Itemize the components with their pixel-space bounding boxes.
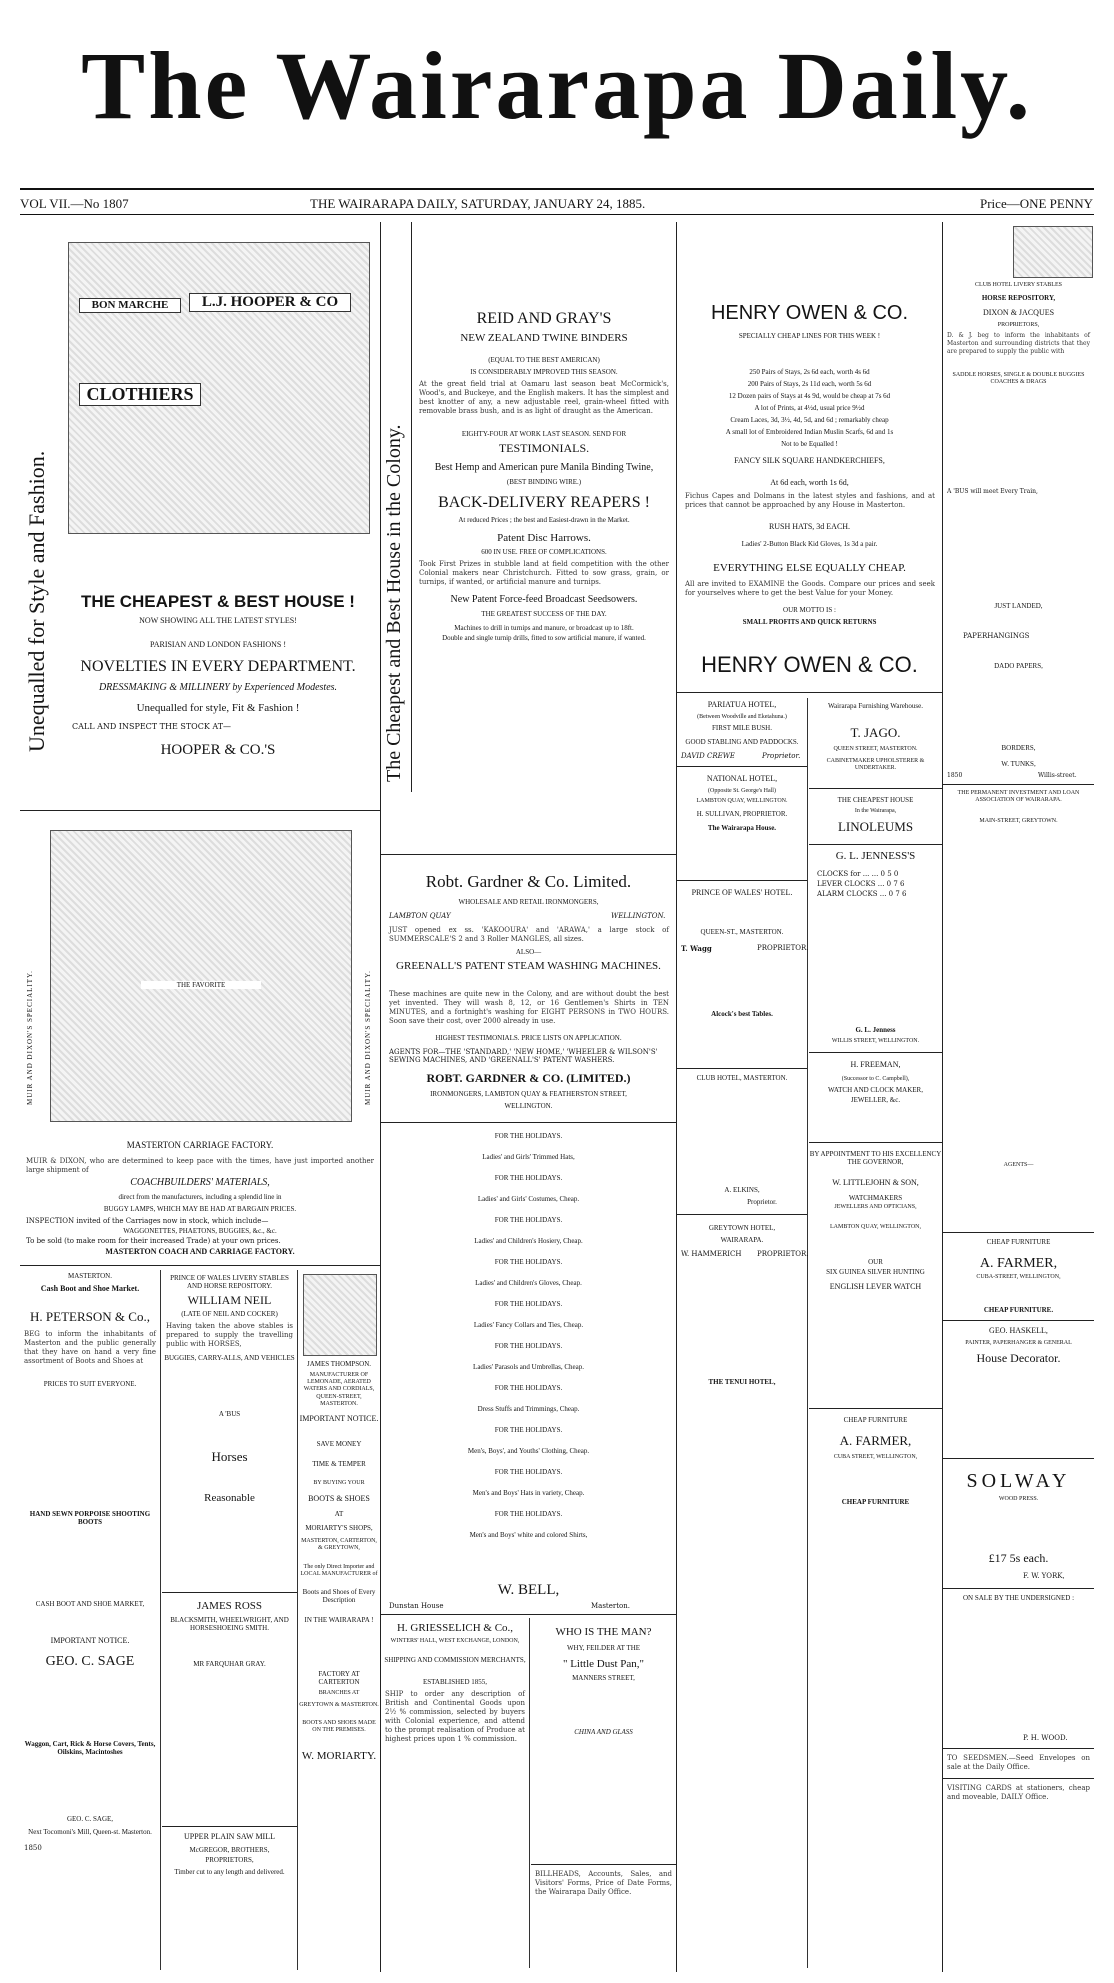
- moriarty-factory: FACTORY AT CARTERTON: [318, 1670, 360, 1687]
- section-rule: [943, 1320, 1094, 1321]
- boots-shoes: BOOTS & SHOES: [308, 1494, 370, 1503]
- holidays-heading: FOR THE HOLIDAYS.: [494, 1510, 563, 1518]
- agents-4: AGENTS—: [1003, 1162, 1034, 1168]
- house-decorator: House Decorator.: [976, 1351, 1061, 1365]
- pariatua-sub: (Between Woodville and Eketahuna.): [697, 714, 787, 720]
- muslin: A small lot of Embroidered Indian Muslin Scarfs, 6d and 1s: [725, 428, 894, 436]
- column-3: [677, 222, 942, 1972]
- masthead-rule-bottom: [20, 214, 1094, 215]
- greenall-text: These machines are quite new in the Colony, and are without doubt the best yet invented. They will wash 8, 12, or 16 Gentlemen's Shirts in TEN MINUTES, and a fortnight's washing for EIGHT PERSONS in TWO HOURS. Soon save their cost, over 2000 already in use.: [389, 990, 669, 1026]
- owen-name: HENRY OWEN & CO.: [710, 302, 909, 324]
- section-rule: [809, 1408, 942, 1409]
- dixon-jacques: DIXON & JACQUES: [982, 308, 1055, 317]
- peterson-cash: CASH BOOT AND SHOE MARKET,: [35, 1600, 145, 1608]
- section-rule: [943, 1232, 1094, 1233]
- visiting-cards: VISITING CARDS at stationers, cheap and moveable, DAILY Office.: [947, 1784, 1090, 1802]
- coach-direct: direct from the manufacturers, including a splendid line in: [118, 1193, 282, 1201]
- sullivan: H. SULLIVAN, PROPRIETOR.: [696, 810, 788, 818]
- time-temper: TIME & TEMPER: [312, 1460, 366, 1468]
- moriarty-branches: BRANCHES AT: [318, 1690, 360, 1696]
- wellington2: WELLINGTON.: [504, 1102, 553, 1110]
- little-dust-pan: " Little Dust Pan,": [562, 1658, 645, 1670]
- hooper-unequalled: Unequalled for style, Fit & Fashion !: [136, 702, 300, 714]
- moriarty-boots: Boots and Shoes of Every Description: [302, 1588, 376, 1605]
- section-rule: [943, 1458, 1094, 1459]
- peterson-name: H. PETERSON & Co.,: [30, 1309, 150, 1324]
- feilder-ad: [531, 1618, 676, 1968]
- sage-name: GEO. C. SAGE: [45, 1654, 135, 1669]
- hooper-sub1: NOW SHOWING ALL THE LATEST STYLES!: [139, 616, 297, 625]
- clocks: CLOCKS for ... ... 0 5 0: [817, 870, 899, 878]
- jago-cabinet: CABINETMAKER UPHOLSTERER & UNDERTAKER.: [826, 758, 925, 771]
- china-glass: CHINA AND GLASS: [574, 1728, 633, 1736]
- newspaper-title: The Wairarapa Daily.: [81, 32, 1033, 139]
- binding-wire: (BEST BINDING WIRE.): [506, 478, 582, 486]
- national-hotel: NATIONAL HOTEL,: [706, 774, 778, 783]
- peterson-prices: PRICES TO SUIT EVERYONE.: [43, 1380, 137, 1388]
- reduced: At reduced Prices ; the best and Easiest-drawn in the Market.: [458, 516, 630, 524]
- moriarty-in: IN THE WAIRARAPA !: [304, 1616, 374, 1624]
- at: AT: [334, 1510, 344, 1518]
- equal: (EQUAL TO THE BEST AMERICAN): [488, 356, 600, 364]
- stays1: 250 Pairs of Stays, 2s 6d each, worth 4s 6d: [749, 368, 870, 376]
- york: F. W. YORK,: [1023, 1572, 1065, 1580]
- important-notice: IMPORTANT NOTICE.: [50, 1636, 130, 1645]
- reid-name: REID AND GRAY'S: [476, 310, 612, 327]
- holidays-heading: FOR THE HOLIDAYS.: [494, 1174, 563, 1182]
- national-sub: (Opposite St. George's Hall): [708, 788, 776, 794]
- gries-estab: ESTABLISHED 1855,: [423, 1678, 487, 1686]
- fichus: Fichus Capes and Dolmans in the latest styles and fashions, and at prices that cannot be approached by any House in Masterton.: [685, 492, 935, 510]
- section-rule: [381, 1122, 676, 1123]
- freeman: H. FREEMAN,: [850, 1060, 901, 1069]
- hooper-sub2: PARISIAN AND LONDON FASHIONS !: [149, 640, 286, 649]
- solway: SOLWAY: [966, 1470, 1071, 1492]
- neil-top: PRINCE OF WALES LIVERY STABLES AND HORSE REPOSITORY.: [170, 1274, 289, 1291]
- invited: All are invited to EXAMINE the Goods. Compare our prices and seek for yourselves where to get the best Value for your Money.: [685, 580, 935, 598]
- our: OUR: [868, 1258, 883, 1266]
- store-engraving: [68, 242, 370, 534]
- farmer-name: A. FARMER,: [839, 1433, 912, 1448]
- factory-heading: MASTERTON CARRIAGE FACTORY.: [126, 1140, 274, 1150]
- section-rule: [677, 692, 942, 693]
- highest: HIGHEST TESTIMONIALS. PRICE LISTS ON APPLICATION.: [435, 1034, 622, 1042]
- greytown-hotel: GREYTOWN HOTEL,: [708, 1224, 776, 1232]
- ad-number: 1850: [24, 1844, 42, 1852]
- cheap-furniture: CHEAP FURNITURE: [843, 1416, 908, 1424]
- hooper-name: HOOPER & CO.'S: [160, 742, 276, 758]
- section-rule: [162, 1826, 297, 1827]
- cheap-furniture-4b: CHEAP FURNITURE.: [983, 1306, 1054, 1314]
- section-rule: [381, 854, 676, 855]
- lambton: LAMBTON QUAY: [389, 912, 451, 920]
- crewe: DAVID CREWE: [681, 752, 736, 760]
- paperhangings: PAPERHANGINGS: [963, 632, 1030, 640]
- holidays-heading: FOR THE HOLIDAYS.: [494, 1216, 563, 1224]
- haskell: GEO. HASKELL,: [989, 1326, 1048, 1335]
- small-profits: SMALL PROFITS AND QUICK RETURNS: [742, 618, 877, 626]
- dunstan: Dunstan House: [389, 1602, 444, 1610]
- dixon-text: D. & J. beg to inform the inhabitants of Masterton and surrounding districts that they are prepared to supply the public with: [947, 332, 1090, 355]
- in-use: 600 IN USE. FREE OF COMPLICATIONS.: [481, 548, 607, 556]
- wholesale: WHOLESALE AND RETAIL IRONMONGERS,: [458, 898, 599, 906]
- hooper-dressmaking: DRESSMAKING & MILLINERY by Experienced Modestes.: [98, 682, 338, 693]
- borders: BORDERS,: [1001, 744, 1036, 752]
- section-rule: [809, 788, 942, 789]
- gries-name: H. GRIESSELICH & Co.,: [396, 1622, 514, 1634]
- who-is-the-man: WHO IS THE MAN?: [555, 1626, 652, 1638]
- save-money: SAVE MONEY: [316, 1440, 362, 1448]
- holidays-heading: FOR THE HOLIDAYS.: [494, 1342, 563, 1350]
- gries-text: SHIP to order any description of British and Continental Goods upon 2½ % commission, selected by buyers with Colonial experience, and attend to the prompt realisation of Produce at highest prices upon 1 % commission.: [385, 1690, 525, 1744]
- holidays-heading: FOR THE HOLIDAYS.: [494, 1426, 563, 1434]
- ladies-gloves: Ladies' 2-Button Black Kid Gloves, 1s 3d a pair.: [741, 540, 878, 548]
- sage-waggon: Waggon, Cart, Rick & Horse Covers, Tents, Oilskins, Macintoshes: [24, 1740, 156, 1757]
- neil-sub: (LATE OF NEIL AND COCKER): [181, 1310, 278, 1318]
- manners-street: MANNERS STREET,: [572, 1674, 635, 1682]
- gardner-name: Robt. Gardner & Co. Limited.: [425, 872, 632, 891]
- freeman-jeweller: JEWELLER, &c.: [850, 1096, 901, 1104]
- jago-addr: QUEEN STREET, MASTERTON.: [833, 746, 918, 752]
- seedsmen: TO SEEDSMEN.—Seed Envelopes on sale at the Daily Office.: [947, 1754, 1090, 1772]
- order-text: To be sold (to make room for their increased Trade) at your own prices.: [26, 1237, 281, 1245]
- everything: EVERYTHING ELSE EQUALLY CHEAP.: [713, 562, 906, 574]
- also: ALSO—: [515, 948, 542, 956]
- farmer-cuba-4: CUBA-STREET, WELLINGTON,: [976, 1274, 1061, 1280]
- dado-papers: DADO PAPERS,: [994, 662, 1043, 670]
- proprietor: Proprietor.: [762, 752, 801, 760]
- store-sign-clothiers: CLOTHIERS: [79, 383, 201, 406]
- haskell-sub: PAINTER, PAPERHANGER & GENERAL: [965, 1340, 1072, 1346]
- section-rule: [809, 1142, 942, 1143]
- lever-clocks: LEVER CLOCKS ... 0 7 6: [817, 880, 905, 888]
- section-rule: [162, 1592, 297, 1593]
- testimonials: TESTIMONIALS.: [498, 441, 590, 455]
- thompson-sub: MANUFACTURER OF LEMONADE, AERATED WATERS AND CORDIALS,: [303, 1372, 375, 1392]
- thompson-machine-engraving: [303, 1274, 377, 1356]
- hooper-headline: THE CHEAPEST & BEST HOUSE !: [81, 592, 355, 611]
- buying: BY BUYING YOUR: [313, 1480, 365, 1486]
- dateline-center: THE WAIRARAPA DAILY, SATURDAY, JANUARY 24, 1885.: [310, 196, 646, 211]
- farmer-cuba: CUBA STREET, WELLINGTON,: [833, 1454, 918, 1460]
- holidays-heading: FOR THE HOLIDAYS.: [494, 1384, 563, 1392]
- not-equalled: Not to be Equalled !: [781, 440, 838, 448]
- in-wairarapa: In the Wairarapa,: [854, 808, 897, 814]
- feilder: WHY, FEILDER AT THE: [566, 1644, 641, 1652]
- national-lambton: LAMBTON QUAY, WELLINGTON.: [696, 798, 788, 804]
- neil-horses: Horses: [211, 1449, 248, 1464]
- holidays-heading: FOR THE HOLIDAYS.: [494, 1258, 563, 1266]
- neil-column: [162, 1270, 298, 1970]
- sage-signature: GEO. C. SAGE,: [66, 1815, 114, 1823]
- neil-bus: A 'BUS: [218, 1410, 241, 1418]
- on-sale: ON SALE BY THE UNDERSIGNED :: [962, 1594, 1075, 1602]
- disc-text: Took First Prizes in stubble land at field competition with the other Colonial makers near Christchurch. Fitted to sow grass, grain, or turnips, if wanted, or artificial manure and turnips.: [419, 560, 669, 587]
- moriarty-loc: MASTERTON, CARTERTON, & GREYTOWN,: [301, 1538, 377, 1551]
- bell-name: W. BELL,: [497, 1582, 560, 1598]
- vertical-slogan-2: The Cheapest and Best House in the Colony.: [383, 424, 405, 782]
- masthead: [0, 0, 1114, 190]
- section-rule: [809, 1052, 942, 1053]
- elkins: A. ELKINS,: [724, 1186, 760, 1194]
- neil-name: WILLIAM NEIL: [187, 1293, 272, 1307]
- jago-title: Wairarapa Furnishing Warehouse.: [828, 702, 923, 710]
- watchmakers: WATCHMAKERS: [848, 1194, 903, 1202]
- factory-text: MUIR & DIXON, who are determined to keep pace with the times, have just imported another large shipment of: [26, 1157, 374, 1175]
- holidays-item: Men's and Boys' white and colored Shirts,: [469, 1531, 588, 1539]
- solway-price: £17 5s each.: [988, 1551, 1049, 1565]
- jenness-name: G. L. JENNESS'S: [835, 850, 916, 862]
- appointment: BY APPOINTMENT TO HIS EXCELLENCY THE GOVERNOR,: [809, 1150, 942, 1167]
- holidays-item: Men's, Boys', and Youths' Clothing, Cheap.: [467, 1447, 590, 1455]
- english-lever: ENGLISH LEVER WATCH: [829, 1282, 922, 1291]
- dixon-props: PROPRIETORS,: [997, 322, 1040, 328]
- fancy-silk: FANCY SILK SQUARE HANDKERCHIEFS,: [734, 456, 885, 465]
- moriarty-shops: MORIARTY'S SHOPS,: [305, 1524, 373, 1532]
- thompson-addr: QUEEN-STREET, MASTERTON.: [316, 1394, 362, 1407]
- tenui-hotel: THE TENUI HOTEL,: [708, 1378, 776, 1386]
- hooper-advertisement: [20, 222, 380, 792]
- littlejohn: W. LITTLEJOHN & SON,: [832, 1178, 919, 1187]
- moriarty-made: BOOTS AND SHOES MADE ON THE PREMISES.: [302, 1720, 376, 1733]
- moriarty-column: [299, 1270, 379, 1970]
- greenall: GREENALL'S PATENT STEAM WASHING MACHINES.: [396, 960, 661, 972]
- holidays-heading: FOR THE HOLIDAYS.: [494, 1300, 563, 1308]
- dixon-bus: A 'BUS will meet Every Train,: [947, 488, 1038, 495]
- just-opened: JUST opened ex ss. 'KAKOOURA' and 'ARAWA,' a large stock of SUMMERSCALE'S 2 and 3 Roller MANGLES, all sizes.: [389, 926, 669, 944]
- hemp: Best Hemp and American pure Manila Binding Twine,: [434, 462, 654, 473]
- greytown-wairarapa: WAIRARAPA.: [720, 1236, 764, 1244]
- section-rule: [381, 1614, 676, 1615]
- club-livery: CLUB HOTEL LIVERY STABLES: [975, 282, 1062, 288]
- mcgregor-prop: PROPRIETORS,: [205, 1856, 254, 1864]
- holidays-heading: FOR THE HOLIDAYS.: [494, 1132, 563, 1140]
- queen-st: QUEEN-ST., MASTERTON.: [700, 928, 784, 936]
- eighty-four: EIGHTY-FOUR AT WORK LAST SEASON. SEND FOR: [461, 430, 627, 438]
- rush-hats: RUSH HATS, 3d EACH.: [768, 522, 851, 531]
- freeman-watch: WATCH AND CLOCK MAKER,: [828, 1086, 923, 1094]
- thompson-name: JAMES THOMPSON.: [306, 1360, 372, 1368]
- motto: OUR MOTTO IS :: [783, 606, 836, 614]
- jenness-name2: G. L. Jenness: [855, 1026, 896, 1034]
- section-rule: [677, 880, 807, 881]
- cream-laces: Cream Laces, 3d, 3½, 4d, 5d, and 6d ; remarkably cheap: [730, 416, 889, 424]
- owen-name2: HENRY OWEN & CO.: [701, 652, 918, 677]
- holidays-item: Ladies' Fancy Collars and Ties, Cheap.: [473, 1321, 584, 1329]
- section-rule: [943, 784, 1094, 785]
- reid-text: At the great field trial at Oamaru last season beat McCormick's, Wood's, and Buckeye, and the English makers. It has the simplest and best knotter of any, a new adjustable reel, grain-wheel fitted with removable brass bush, and is as light of draught as the American.: [419, 380, 669, 416]
- store-sign-bon-marche: BON MARCHE: [79, 298, 181, 313]
- disc-harrows: Patent Disc Harrows.: [497, 532, 591, 544]
- gries-sub: WINTERS' HALL, WEST EXCHANGE, LONDON,: [390, 1638, 520, 1644]
- ironmongers: IRONMONGERS, LAMBTON QUAY & FEATHERSTON STREET,: [430, 1090, 627, 1098]
- agents: AGENTS FOR—THE 'STANDARD,' 'NEW HOME,' 'WHEELER & WILSON'S' SEWING MACHINES, AND 'GREENALL'S' PATENT WASHERS.: [389, 1048, 658, 1064]
- hotels-column: [677, 698, 808, 1968]
- section-rule: [531, 1864, 676, 1865]
- forcefeed: New Patent Force-feed Broadcast Seedsowers.: [450, 594, 638, 605]
- stays3: 12 Dozen pairs of Stays at 4s 9d, would be cheap at 7s 6d: [728, 392, 891, 400]
- masthead-rule-top: [20, 188, 1094, 190]
- moriarty-only: The only Direct Importer and LOCAL MANUFACTURER of: [300, 1564, 378, 1577]
- buggy-lamps: BUGGY LAMPS, WHICH MAY BE HAD AT BARGAIN PRICES.: [103, 1205, 297, 1213]
- wood-press: WOOD PRESS.: [998, 1496, 1039, 1502]
- griesselich-ad: [381, 1618, 530, 1968]
- price: Price—ONE PENNY: [980, 196, 1094, 211]
- section-rule: [943, 1748, 1094, 1749]
- stabling: GOOD STABLING AND PADDOCKS.: [685, 738, 799, 746]
- hammerich-prop: PROPRIETOR.: [757, 1250, 809, 1258]
- peterson-location: MASTERTON.: [68, 1272, 112, 1280]
- section-rule: [20, 810, 380, 811]
- double-drills: Double and single turnip drills, fitted to sow artificial manure, if wanted.: [442, 634, 646, 642]
- store-sign: L.J. HOOPER & CO: [189, 293, 351, 312]
- holidays-item: Dress Stuffs and Trimmings, Cheap.: [477, 1405, 580, 1413]
- peterson-handsewn: HAND SEWN PORPOISE SHOOTING BOOTS: [29, 1510, 151, 1527]
- wood-sig: P. H. WOOD.: [1023, 1734, 1068, 1742]
- improved: IS CONSIDERABLY IMPROVED THIS SEASON.: [470, 368, 618, 376]
- machines: Machines to drill in turnips and manure, or broadcast up to 18ft.: [454, 624, 634, 632]
- section-rule: [677, 1214, 807, 1215]
- farquhar: MR FARQUHAR GRAY.: [193, 1660, 266, 1668]
- linoleums: LINOLEUMS: [837, 819, 914, 834]
- volume-number: VOL VII.—No 1807: [20, 196, 129, 211]
- greatest: THE GREATEST SUCCESS OF THE DAY.: [481, 610, 607, 618]
- cheapest-house: THE CHEAPEST HOUSE: [837, 796, 914, 804]
- ross-name: JAMES ROSS: [196, 1600, 263, 1612]
- neil-buggies: BUGGIES, CARRY-ALLS, AND VEHICLES: [164, 1354, 295, 1362]
- jago-name: T. JAGO.: [850, 725, 901, 740]
- shops-column: [809, 698, 942, 1968]
- vertical-slogan: Unequalled for Style and Fashion.: [24, 450, 49, 752]
- hammerich: W. HAMMERICH: [681, 1250, 742, 1258]
- holidays-item: Ladies' and Children's Hosiery, Cheap.: [474, 1237, 583, 1245]
- jenness-addr: WILLIS STREET, WELLINGTON.: [831, 1038, 920, 1044]
- permanent-investment: THE PERMANENT INVESTMENT AND LOAN ASSOCIATION OF WAIRARAPA.: [957, 790, 1080, 803]
- stays2: 200 Pairs of Stays, 2s 11d each, worth 5s 6d: [747, 380, 872, 388]
- wagg-prop: PROPRIETOR.: [757, 944, 809, 952]
- holidays-heading: FOR THE HOLIDAYS.: [494, 1468, 563, 1476]
- peterson-body: [24, 1394, 156, 1504]
- holidays-item: Ladies' and Girls' Trimmed Hats,: [482, 1153, 575, 1161]
- tunks: W. TUNKS,: [1001, 760, 1036, 768]
- tunks-willis: Willis-street.: [1038, 772, 1077, 779]
- column-2: [381, 222, 676, 1972]
- prints: A lot of Prints, at 4½d, usual price 9½d: [754, 404, 865, 412]
- coach-horses-engraving: [1013, 226, 1093, 278]
- six-d: At 6d each, worth 1s 6d,: [770, 478, 849, 487]
- mcgregor: McGREGOR, BROTHERS,: [189, 1846, 270, 1854]
- hooper-call: CALL AND INSPECT THE STOCK AT—: [72, 722, 232, 731]
- gries-shipping: SHIPPING AND COMMISSION MERCHANTS,: [384, 1656, 526, 1664]
- peterson-column: [20, 1270, 161, 1970]
- section-rule: [943, 1778, 1094, 1779]
- sage-address: Next Tocomoni's Mill, Queen-st. Masterton.: [28, 1828, 152, 1836]
- coach-engraving: [50, 830, 352, 1122]
- important-notice2: IMPORTANT NOTICE.: [299, 1414, 379, 1423]
- factory-heading2: MASTERTON COACH AND CARRIAGE FACTORY.: [105, 1247, 295, 1256]
- bell-masterton: Masterton.: [591, 1602, 630, 1610]
- wellington: WELLINGTON.: [611, 912, 666, 920]
- first-mile: FIRST MILE BUSH.: [712, 724, 772, 732]
- freeman-succ: (Successor to C. Campbell),: [841, 1076, 910, 1082]
- billheads: BILLHEADS, Accounts, Sales, and Visitors' Forms, Price of Date Forms, the Wairarapa Daily Office.: [535, 1870, 672, 1897]
- wagons: WAGGONETTES, PHAETONS, BUGGIES, &c., &c.: [123, 1227, 277, 1235]
- holidays-item: Ladies' and Girls' Costumes, Cheap.: [477, 1195, 580, 1203]
- section-rule: [677, 766, 807, 767]
- section-rule: [943, 1588, 1094, 1589]
- section-rule: [20, 1265, 380, 1266]
- coach-materials: COACHBUILDERS' MATERIALS,: [130, 1177, 270, 1188]
- saddle-horses: SADDLE HORSES, SINGLE & DOUBLE BUGGIES COACHES & DRAGS: [952, 372, 1085, 385]
- elkins-prop: Proprietor.: [747, 1198, 777, 1206]
- coach-name: THE FAVORITE: [141, 981, 261, 989]
- section-rule: [809, 844, 942, 845]
- side-label-right: MUIR AND DIXON'S SPECIALITY.: [364, 970, 372, 1105]
- column-4: [943, 222, 1094, 1972]
- timber: Timber cut to any length and delivered.: [174, 1868, 285, 1876]
- club-hotel: CLUB HOTEL, MASTERTON.: [696, 1074, 788, 1082]
- prince-hotel: PRINCE OF WALES' HOTEL.: [691, 888, 793, 897]
- six-guinea: SIX GUINEA SILVER HUNTING: [826, 1268, 925, 1276]
- pariatua: PARIATUA HOTEL,: [707, 700, 777, 709]
- cheap-furniture-4: CHEAP FURNITURE: [986, 1238, 1051, 1246]
- farmer-name-4: A. FARMER,: [979, 1256, 1058, 1271]
- peterson-text: BEG to inform the inhabitants of Masterton and the public generally that they have on hand a very fine assortment of Boots and Shoes at: [24, 1330, 156, 1366]
- peterson-sub: Cash Boot and Shoe Market.: [40, 1284, 140, 1293]
- ad-number-2: 1850: [947, 772, 963, 779]
- binders: NEW ZEALAND TWINE BINDERS: [460, 332, 628, 344]
- carriage-factory-advertisement: [20, 815, 380, 1255]
- inner-divider: [411, 222, 412, 792]
- littlejohn-lambton: LAMBTON QUAY, WELLINGTON,: [829, 1224, 921, 1230]
- cheap-furniture2: CHEAP FURNITURE: [841, 1498, 910, 1506]
- owen-special: SPECIALLY CHEAP LINES FOR THIS WEEK !: [738, 332, 881, 340]
- sawmill-name: UPPER PLAIN SAW MILL: [184, 1832, 275, 1841]
- gardner-name2: ROBT. GARDNER & CO. (LIMITED.): [426, 1071, 631, 1085]
- hooper-novelties: NOVELTIES IN EVERY DEPARTMENT.: [80, 658, 356, 675]
- moriarty-greytown: GREYTOWN & MASTERTON.: [299, 1702, 379, 1708]
- back-delivery: BACK-DELIVERY REAPERS !: [438, 494, 650, 511]
- wagg: T. Wagg: [681, 944, 712, 953]
- wairarapa-house: The Wairarapa House.: [707, 824, 777, 832]
- holidays-item: Men's and Boys' Hats in variety, Cheap.: [472, 1489, 585, 1497]
- inspection: INSPECTION invited of the Carriages now in stock, which include—: [26, 1217, 269, 1225]
- holidays-item: Ladies' Parasols and Umbrellas, Cheap.: [473, 1363, 584, 1371]
- ross-sub: BLACKSMITH, WHEELWRIGHT, AND HORSESHOEING SMITH.: [170, 1616, 289, 1633]
- section-rule: [677, 1068, 807, 1069]
- horse-repository: HORSE REPOSITORY,: [981, 294, 1056, 302]
- moriarty-signature: W. MORIARTY.: [301, 1750, 377, 1762]
- main-street: MAIN-STREET, GREYTOWN.: [979, 818, 1058, 824]
- alarm-clocks: ALARM CLOCKS ... 0 7 6: [817, 890, 907, 898]
- just-landed: JUST LANDED,: [994, 602, 1043, 610]
- alcock: Alcock's best Tables.: [711, 1010, 773, 1018]
- neil-reasonable: Reasonable: [204, 1492, 255, 1504]
- jewellers: JEWELLERS AND OPTICIANS,: [834, 1204, 917, 1210]
- side-label-left: MUIR AND DIXON'S SPECIALITY.: [26, 970, 34, 1105]
- neil-text: Having taken the above stables is prepared to supply the travelling public with HORSES,: [166, 1322, 293, 1349]
- holidays-item: Ladies' and Children's Gloves, Cheap.: [475, 1279, 582, 1287]
